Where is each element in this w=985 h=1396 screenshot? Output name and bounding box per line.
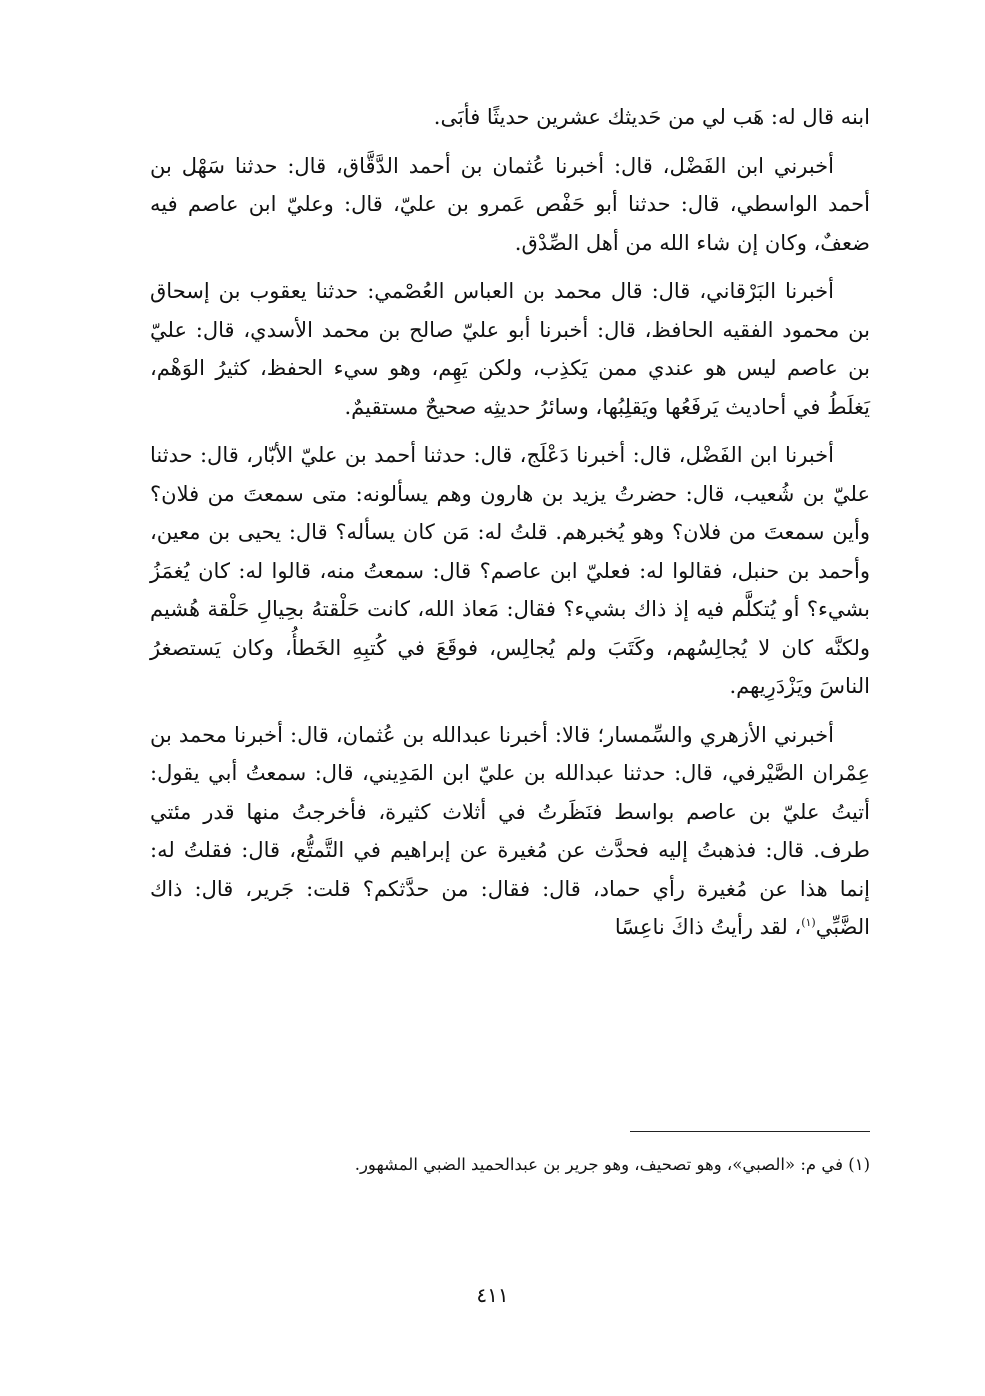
paragraph-5-body: أخبرني الأزهري والسِّمسار؛ قالا: أخبرنا عبدالله بن عُثمان، قال: أخبرنا محمد بن عِمْران الصَّيْرفي، قال: حدثنا عبدالله بن عليّ ابن المَدِيني، قال: سمعتُ أبي يقول: أتيتُ عليّ بن عاصم بواسط فنَظَرتُ في أثلاث كثيرة، فأخرجتُ منها قدر مئتي طرف. قال: فذهبتُ إليه فحدَّث عن مُغيرة عن إبراهيم في التَّمتُّع، قال: فقلتُ له: إنما هذا عن مُغيرة رأي حماد، قال: فقال: من حدَّثكم؟ قلت: جَرير، قال: ذاك الضَّبِّي: [150, 722, 870, 939]
footnote-marker: (١): [801, 916, 816, 929]
paragraph-1: ابنه قال له: هَب لي من حَديثك عشرين حديثًا فأبَى.: [433, 105, 870, 129]
paragraph-5: [150, 716, 870, 947]
paragraph-3: أخبرنا البَرْقاني، قال: قال محمد بن العباس العُصْمي: حدثنا يعقوب بن إسحاق بن محمود الفقيه الحافظ، قال: أخبرنا أبو عليّ صالح بن محمد الأسدي، قال: عليّ بن عاصم ليس هو عندي ممن يَكذِب، ولكن يَهِم، وهو سيء الحفظ، كثيرُ الوَهْم، يَغلَطُ في أحاديث يَرفَعُها ويَقلِبُها، وسائرُ حديثِه صحيحٌ مستقيمٌ.: [150, 279, 870, 419]
paragraph-4: أخبرنا ابن الفَضْل، قال: أخبرنا دَعْلَج، قال: حدثنا أحمد بن عليّ الأبّار، قال: حدثنا عليّ بن شُعيب، قال: حضرتُ يزيد بن هارون وهم يسألونه: متى سمعتَ من فلان؟ وأين سمعتَ من فلان؟ وهو يُخبرهم. قلتُ له: مَن كان يسأله؟ قال: يحيى بن معين، وأحمد بن حنبل، فقالوا له: فعليّ ابن عاصم؟ قال: سمعتُ منه، قالوا له: كان يُغمَزُ بشيء؟ أو يُتكلَّم فيه إذ ذاك بشيء؟ فقال: مَعاذ الله، كانت حَلْقتهُ بحِيالِ حَلْقة هُشيم ولكنَّه كان لا يُجالِسُهم، وكَتَبَ ولم يُجالِس، فوقَعَ في كُتبِهِ الخَطأُ، وكان يَستصغرُ الناسَ ويَزْدَرِيهم.: [150, 443, 870, 698]
page-number: ٤١١: [476, 1283, 509, 1307]
footnote-divider: [630, 1131, 870, 1132]
paragraph-2: أخبرني ابن الفَضْل، قال: أخبرنا عُثمان بن أحمد الدَّقَّاق، قال: حدثنا سَهْل بن أحمد الواسطي، قال: حدثنا أبو حَفْص عَمرو بن عليّ، قال: وعليّ ابن عاصم فيه ضعفٌ، وكان إن شاء الله من أهل الصِّدْق.: [150, 153, 870, 255]
footnote: (١) في م: «الصبي»، وهو تصحيف، وهو جرير بن عبدالحميد الضبي المشهور.: [354, 1155, 870, 1174]
main-text: [150, 98, 870, 957]
paragraph-5-tail: ، لقد رأيتُ ذاكَ ناعِسًا: [614, 915, 802, 939]
